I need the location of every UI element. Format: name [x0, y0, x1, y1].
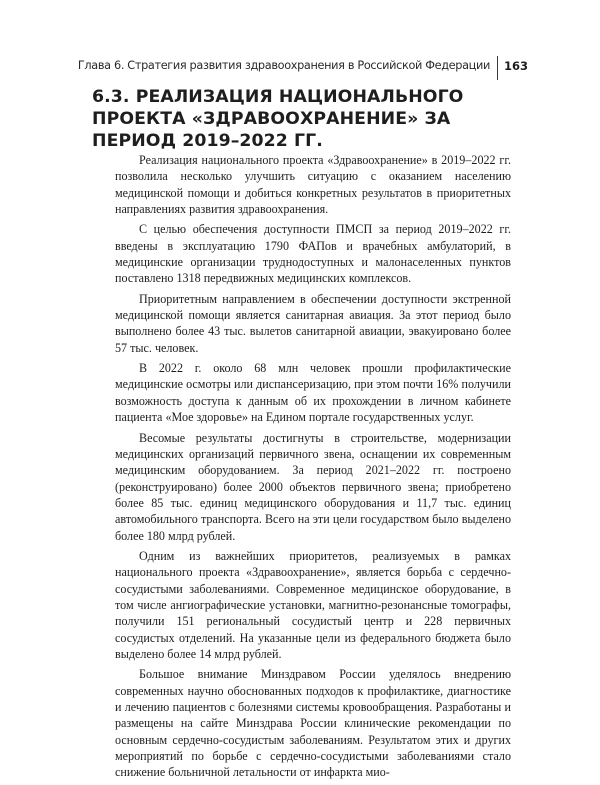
paragraph: Реализация национального проекта «Здравоохранение» в 2019–2022 гг. позволила несколько улучшить ситуацию с оказанием населению медицинской помощи и добиться конкретных результатов в приоритетных направлениях развития здравоохранения. [115, 153, 511, 217]
page-number: 163 [504, 59, 529, 73]
section-title: 6.3. РЕАЛИЗАЦИЯ НАЦИОНАЛЬНОГО ПРОЕКТА «ЗДРАВООХРАНЕНИЕ» ЗА ПЕРИОД 2019–2022 ГГ. [92, 87, 464, 151]
paragraph: Большое внимание Минздравом России уделялось внедрению современных научно обоснованных подходов к профилактике, диагностике и лечению пациентов с болезнями системы кровообращения. Разработаны и размещены на сайте Минздрава России клинические рекомендации по основным сердечно-сосудистым заболеваниям. Результатом этих и других мероприятий по борьбе с сердечно-сосудистыми заболеваниями стало снижение больничной летальности от инфаркта мио- [115, 667, 511, 780]
body-text [115, 152, 511, 785]
chapter-title: Глава 6. Стратегия развития здравоохранения в Российской Федерации [77, 59, 490, 72]
running-header [77, 58, 550, 78]
paragraph: Приоритетным направлением в обеспечении доступности экстренной медицинской помощи является санитарная авиация. За этот период было выполнено более 43 тыс. вылетов санитарной авиации, эвакуировано более 57 тыс. человек. [115, 291, 511, 355]
paragraph: С целью обеспечения доступности ПМСП за период 2019–2022 гг. введены в эксплуатацию 1790 ФАПов и врачебных амбулаторий, в медицинские организации труднодоступных и малонаселенных пунктов поставлено 1318 передвижных медицинских комплексов. [115, 222, 511, 286]
paragraph: Одним из важнейших приоритетов, реализуемых в рамках национального проекта «Здравоохранение», является борьба с сердечно-сосудистыми заболеваниями. Современное медицинское оборудование, в том числе ангиографические установки, магнитно-резонансные томографы, получили 151 региональный сосудистый центр и 228 первичных сосудистых отделений. На указанные цели из федерального бюджета было выделено более 14 млрд рублей. [115, 548, 511, 661]
paragraph: Весомые результаты достигнуты в строительстве, модернизации медицинских организаций первичного звена, оснащении их современным медицинским оборудованием. За период 2021–2022 гг. построено (реконструировано) более 2000 объектов первичного звена; приобретено более 85 тыс. единиц медицинского оборудования и 11,7 тыс. единиц автомобильного транспорта. Всего на эти цели государством было выделено более 180 млрд рублей. [115, 430, 511, 543]
header-divider [497, 56, 498, 80]
paragraph: В 2022 г. около 68 млн человек прошли профилактические медицинские осмотры или диспансеризацию, при этом почти 16% получили возможность доступа к данным об их прохождении в личном кабинете пациента «Мое здоровье» на Едином портале государственных услуг. [115, 361, 511, 425]
